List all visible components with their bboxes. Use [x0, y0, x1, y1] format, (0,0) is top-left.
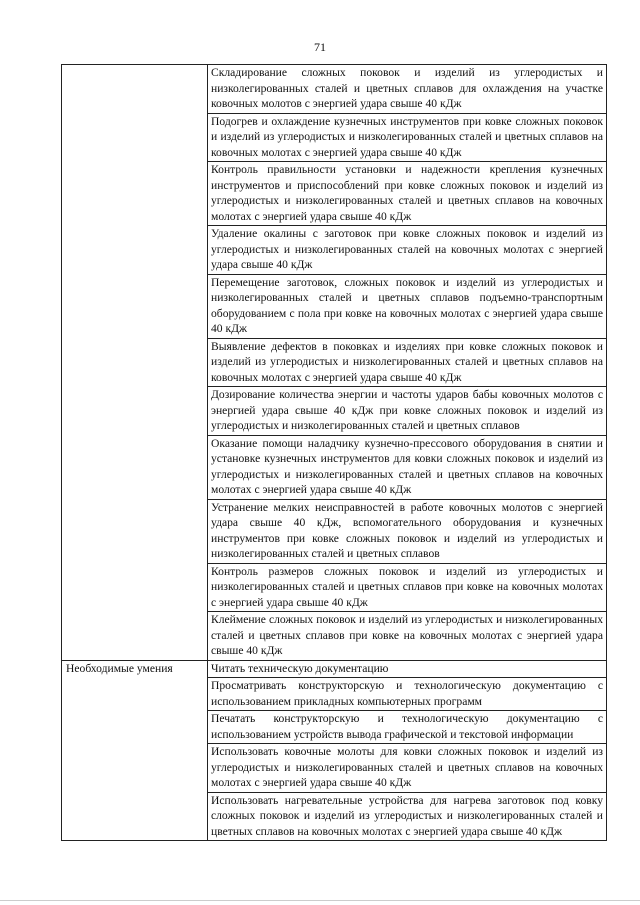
table-cell: Клеймение сложных поковок и изделий из углеродистых и низколегированных сталей и цветных сплавов при ковке на ковочных молотах с энергией удара свыше 40 кДж — [208, 612, 607, 661]
table-cell: Выявление дефектов в поковках и изделиях при ковке сложных поковок и изделий из углеродистых и низколегированных сталей и цветных сплавов на ковочных молотах с энергией удара свыше 40 кДж — [208, 338, 607, 387]
skills-table — [61, 64, 607, 841]
table-cell: Удаление окалины с заготовок при ковке сложных поковок и изделий из углеродистых и низколегированных сталей на ковочных молотах с энергией удара свыше 40 кДж — [208, 226, 607, 275]
table-cell: Оказание помощи наладчику кузнечно-прессового оборудования в снятии и установке кузнечных инструментов для ковки сложных поковок и изделий из углеродистых и низколегированных сталей и цветных сплавов на ковочных молотах с энергией удара свыше 40 кДж — [208, 435, 607, 499]
table-cell: Читать техническую документацию — [208, 660, 607, 678]
table-cell: Контроль правильности установки и надежности крепления кузнечных инструментов и приспособлений при ковке сложных поковок и изделий из углеродистых и низколегированных сталей и цветных сплавов на ковочных молотах с энергией удара свыше 40 кДж — [208, 162, 607, 226]
table-cell: Складирование сложных поковок и изделий из углеродистых и низколегированных сталей и цветных сплавов для охлаждения на участке ковочных молотов с энергией удара свыше 40 кДж — [208, 65, 607, 114]
table-cell: Использовать нагревательные устройства для нагрева заготовок под ковку сложных поковок и изделий из углеродистых и низколегированных сталей и цветных сплавов на ковочных молотах с энергией удара свыше 40 кДж — [208, 792, 607, 841]
table-cell: Использовать ковочные молоты для ковки сложных поковок и изделий из углеродистых и низколегированных сталей и цветных сплавов на ковочных молотах с энергией удара свыше 40 кДж — [208, 744, 607, 793]
table-cell: Контроль размеров сложных поковок и изделий из углеродистых и низколегированных сталей и цветных сплавов при ковке на ковочных молотах с энергией удара свыше 40 кДж — [208, 563, 607, 612]
row-label-cell — [62, 65, 208, 661]
table-cell: Подогрев и охлаждение кузнечных инструментов при ковке сложных поковок и изделий из углеродистых и низколегированных сталей и цветных сплавов на ковочных молотах с энергией удара свыше 40 кДж — [208, 113, 607, 162]
page-number: 71 — [314, 40, 326, 54]
table-cell: Печатать конструкторскую и технологическую документацию с использованием устройств вывода графической и текстовой информации — [208, 711, 607, 744]
table-cell: Дозирование количества энергии и частоты ударов бабы ковочных молотов с энергией удара свыше 40 кДж при ковке сложных поковок и изделий из углеродистых и низколегированных сталей и цветных сплавов — [208, 387, 607, 436]
table-row — [62, 660, 607, 678]
table-cell: Перемещение заготовок, сложных поковок и изделий из углеродистых и низколегированных сталей и цветных сплавов подъемно-транспортным оборудованием с пола при ковке на ковочных молотах с энергией удара свыше 40 кДж — [208, 274, 607, 338]
page-edge-line — [0, 900, 640, 901]
table-row — [62, 65, 607, 114]
row-label-cell: Необходимые умения — [62, 660, 208, 841]
table-cell: Просматривать конструкторскую и технологическую документацию с использованием прикладных компьютерных программ — [208, 678, 607, 711]
table-cell: Устранение мелких неисправностей в работе ковочных молотов с энергией удара свыше 40 кДж, вспомогательного оборудования и кузнечных инструментов при ковке сложных поковок и изделий из углеродистых и низколегированных сталей и цветных сплавов — [208, 499, 607, 563]
